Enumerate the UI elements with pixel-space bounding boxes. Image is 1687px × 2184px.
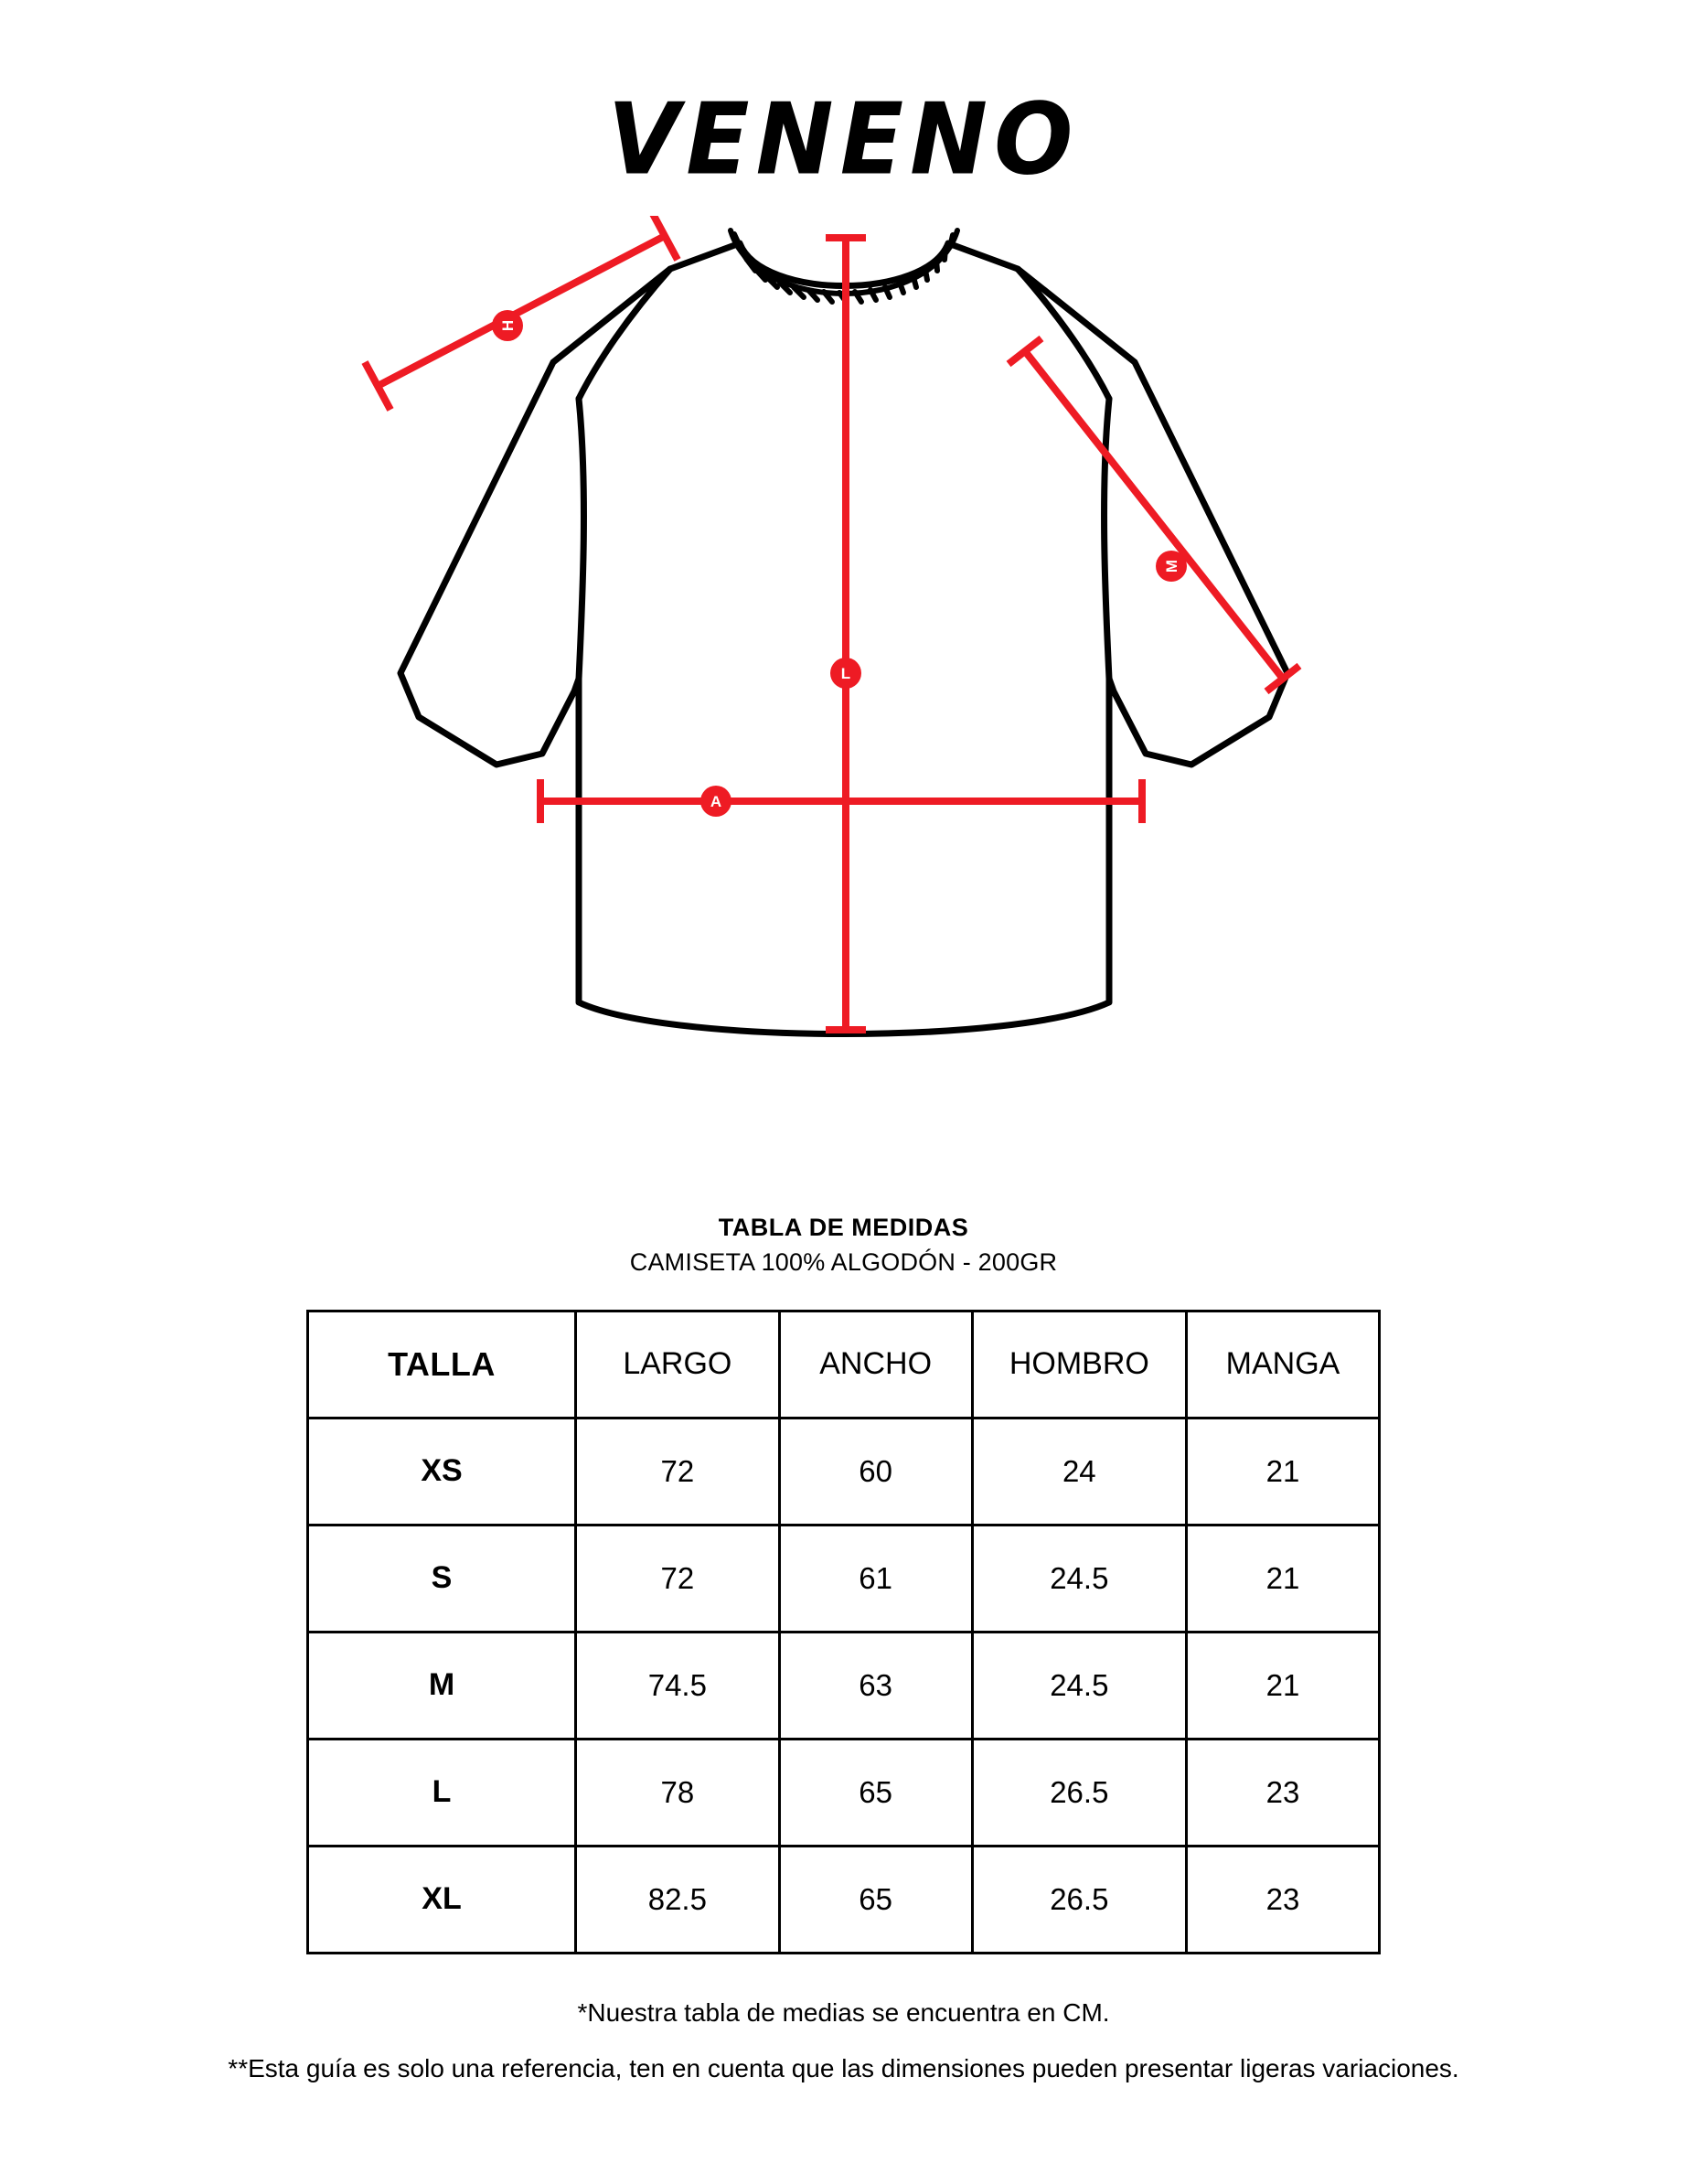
cell-manga: 21 [1187,1418,1380,1525]
table-row [308,1632,1380,1739]
cell-talla: XS [308,1418,576,1525]
svg-text:H: H [498,319,517,332]
brand-wordmark: VENENO [607,82,1080,198]
cell-manga: 21 [1187,1525,1380,1632]
cell-hombro: 26.5 [972,1846,1186,1953]
footnotes [103,1991,1585,2091]
cell-hombro: 24 [972,1418,1186,1525]
table-subtitle: CAMISETA 100% ALGODÓN - 200GR [629,1247,1058,1276]
cell-largo: 72 [576,1418,780,1525]
cell-manga: 23 [1187,1739,1380,1846]
marker-ancho [700,786,731,817]
table-heading [630,1213,1057,1279]
column-header-manga: MANGA [1187,1311,1380,1418]
table-row [308,1525,1380,1632]
cell-ancho: 65 [779,1739,972,1846]
cell-manga: 21 [1187,1632,1380,1739]
column-header-hombro: HOMBRO [972,1311,1186,1418]
footnote-units: *Nuestra tabla de medias se encuentra en CM. [577,1997,1110,2027]
cell-largo: 74.5 [576,1632,780,1739]
cell-largo: 78 [576,1739,780,1846]
cell-ancho: 63 [779,1632,972,1739]
cell-talla: S [308,1525,576,1632]
cell-talla: XL [308,1846,576,1953]
marker-hombro [492,310,523,341]
cell-ancho: 65 [779,1846,972,1953]
cell-hombro: 24.5 [972,1632,1186,1739]
tshirt-measurement-diagram [195,216,1493,1204]
column-header-largo: LARGO [576,1311,780,1418]
cell-talla: L [308,1739,576,1846]
cell-largo: 72 [576,1525,780,1632]
table-header-row [308,1311,1380,1418]
marker-manga [1156,551,1187,582]
cell-hombro: 26.5 [972,1739,1186,1846]
column-header-talla: TALLA [308,1311,576,1418]
column-header-ancho: ANCHO [779,1311,972,1418]
table-row [308,1418,1380,1525]
cell-talla: M [308,1632,576,1739]
cell-ancho: 61 [779,1525,972,1632]
footnote-disclaimer: **Esta guía es solo una referencia, ten en cuenta que las dimensiones pueden presentar ligeras variaciones. [228,2054,1459,2083]
svg-text:M: M [1162,559,1180,573]
cell-manga: 23 [1187,1846,1380,1953]
svg-text:A: A [710,793,721,810]
svg-text:L: L [840,665,850,682]
size-table-container [306,1310,1381,1954]
table-row [308,1846,1380,1953]
table-row [308,1739,1380,1846]
cell-ancho: 60 [779,1418,972,1525]
marker-largo [830,658,861,689]
size-table [306,1310,1381,1954]
table-title: TABLA DE MEDIDAS [718,1214,969,1241]
cell-largo: 82.5 [576,1846,780,1953]
cell-hombro: 24.5 [972,1525,1186,1632]
